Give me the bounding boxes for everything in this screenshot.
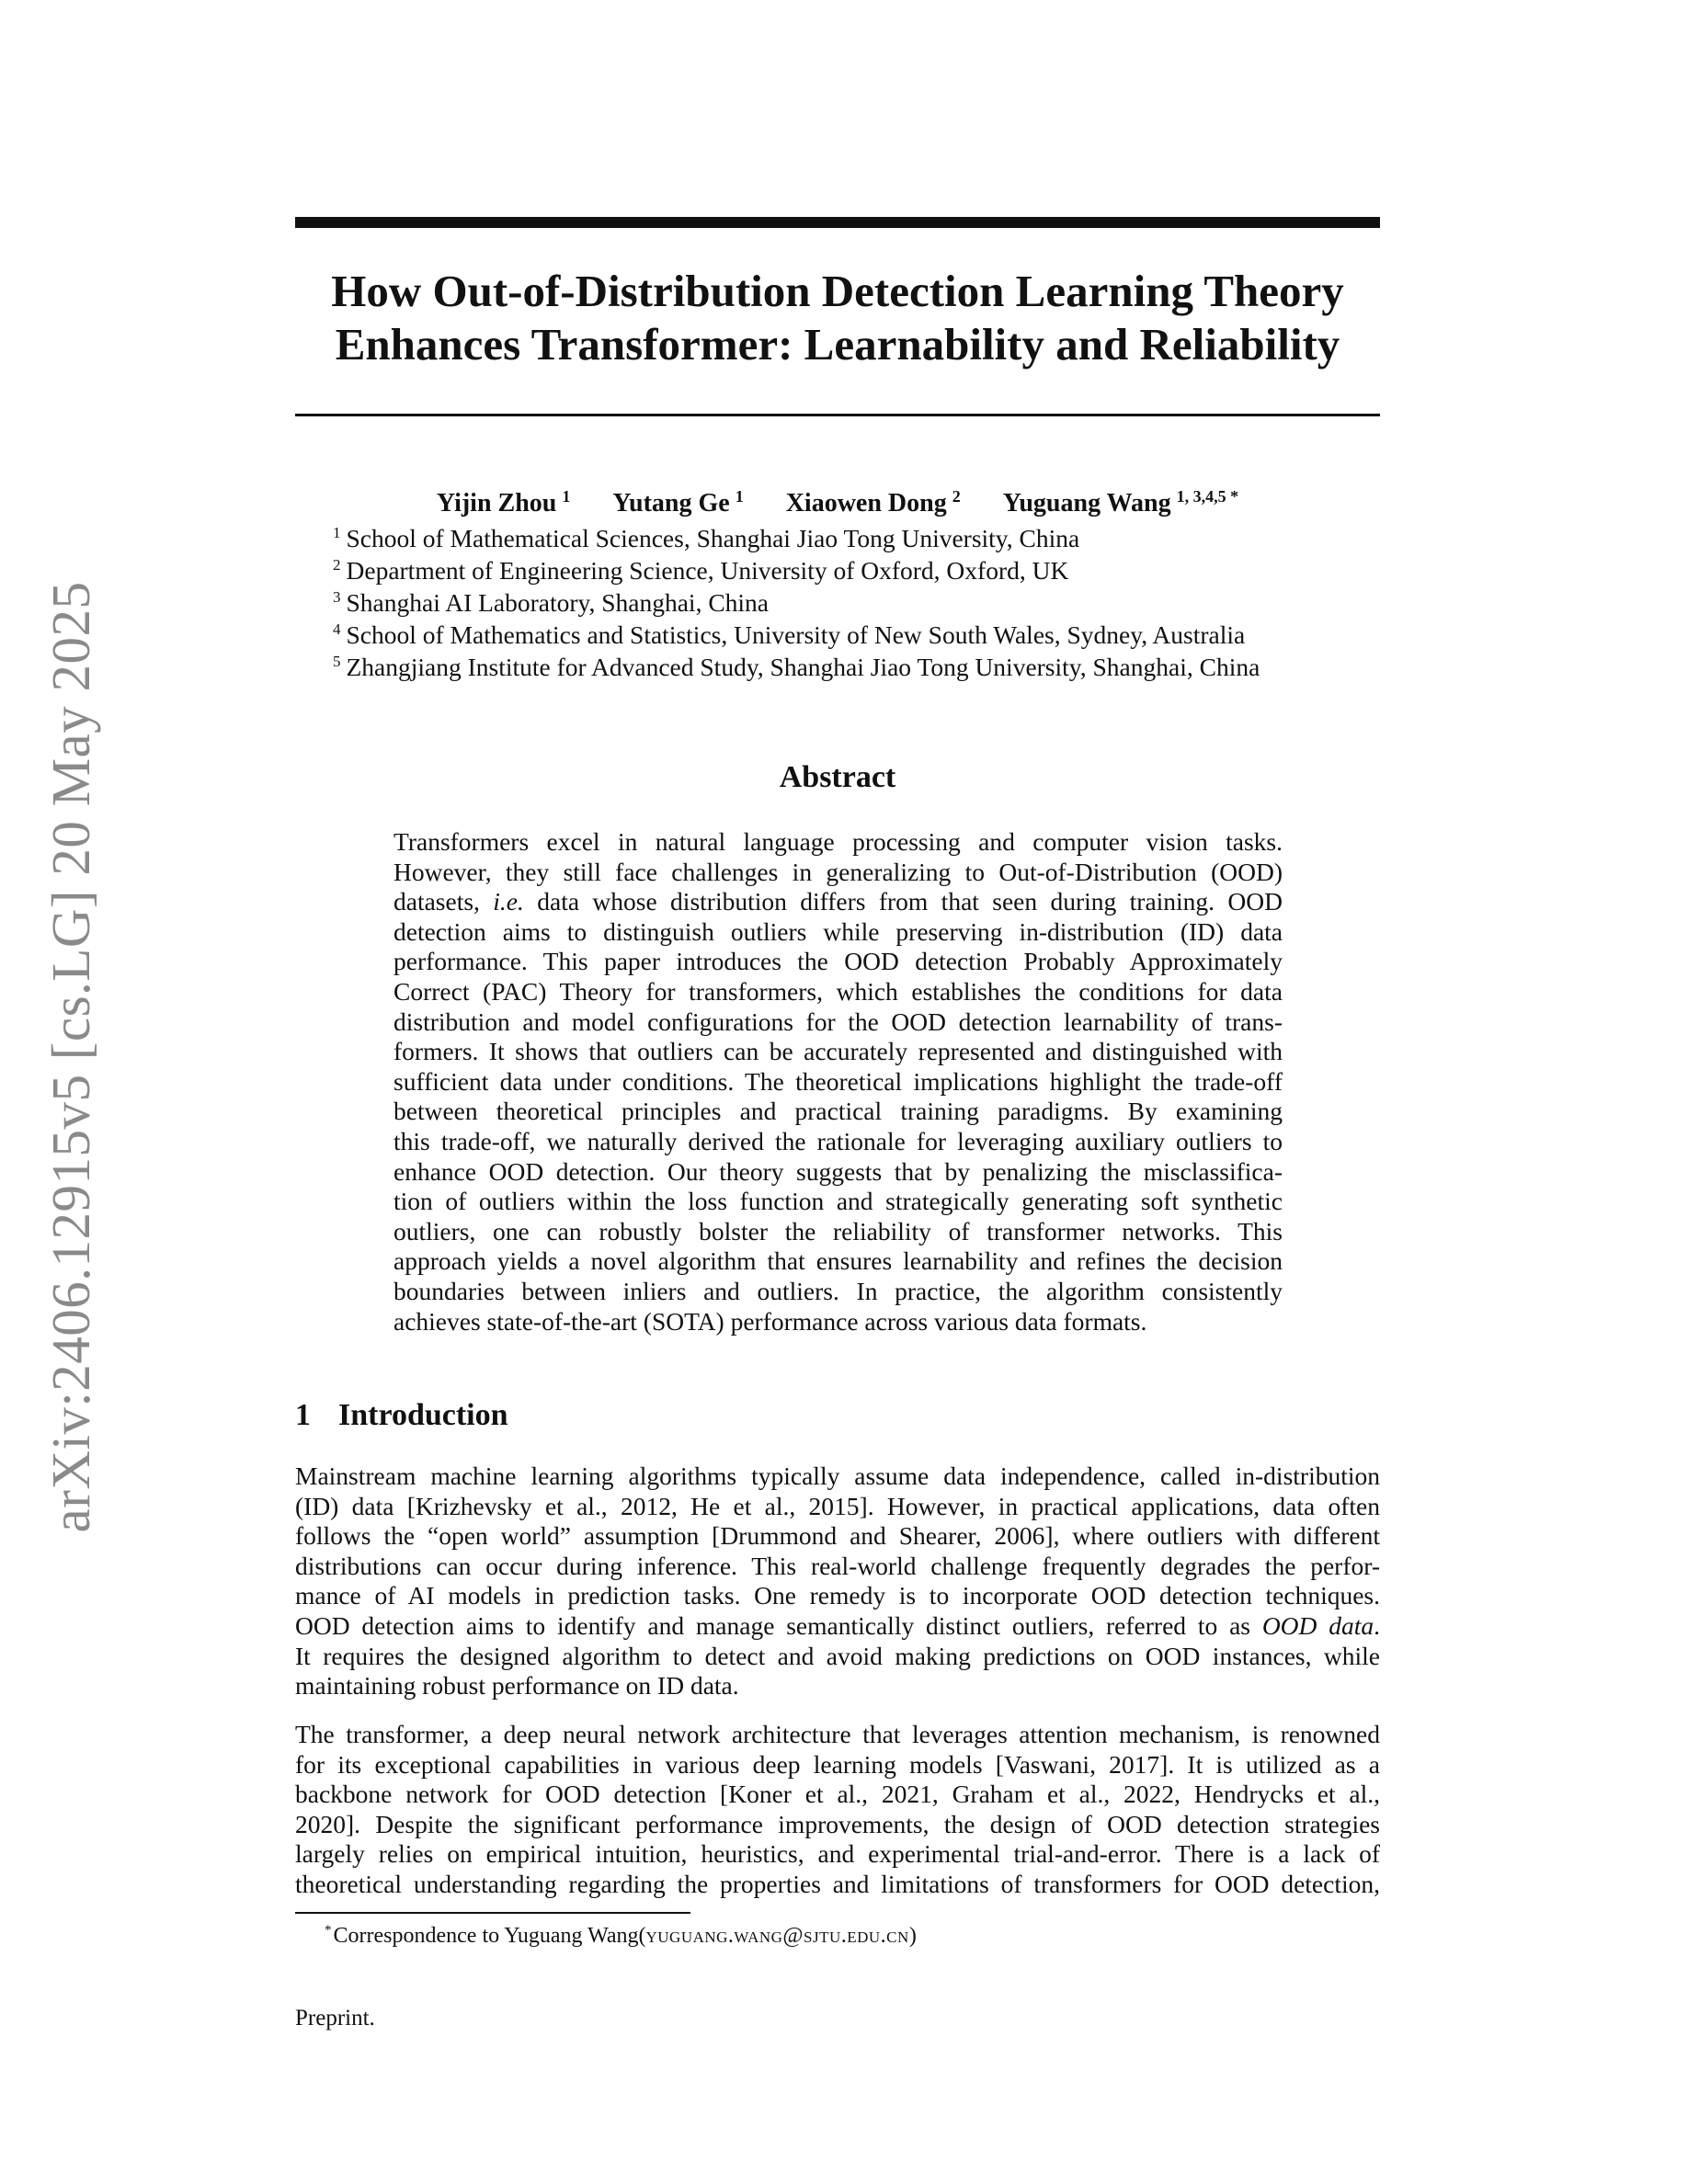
affiliation-text: Department of Engineering Science, University of Oxford, Oxford, UK [346,556,1069,585]
abstract-line: this trade-off, we naturally derived the rationale for leveraging auxiliary outliers to [393,1126,1283,1155]
author [612,487,743,520]
arxiv-stamp: arXiv:2406.12915v5 [cs.LG] 20 May 2025 [40,581,101,1533]
paragraph-line: (ID) data [Krizhevsky et al., 2012, He et al., 2015]. However, in practical applications, data often [295,1491,1380,1520]
abstract-line: Correct (PAC) Theory for transformers, which establishes the conditions for data [393,976,1283,1006]
abstract-line: sufficient data under conditions. The theoretical implications highlight the trade-off [393,1066,1283,1096]
author-affil-marks: 1 [735,486,744,506]
title-line-1: How Out-of-Distribution Detection Learning Theory [331,266,1344,316]
affiliation [333,619,1260,651]
author-name: Yuguang Wang [1002,489,1171,518]
abstract-line: datasets, i.e. data whose distribution differs from that seen during training. OOD [393,887,1283,916]
abstract-line: boundaries between inliers and outliers. In practice, the algorithm consistently [393,1276,1283,1305]
affiliation-list [333,522,1260,683]
abstract-line: outliers, one can robustly bolster the reliability of transformer networks. This [393,1216,1283,1246]
abstract-line: between theoretical principles and practical training paradigms. By examining [393,1097,1283,1126]
affiliation-number: 3 [333,587,341,606]
author-affil-marks: 1 [562,486,571,506]
abstract-line: However, they still face challenges in generalizing to Out-of-Distribution (OOD) [393,857,1283,886]
paragraph-line: 2020]. Despite the significant performance improvements, the design of OOD detection strategies [295,1809,1380,1838]
abstract-line: Transformers excel in natural language processing and computer vision tasks. [393,827,1283,856]
affiliation [333,522,1260,554]
paragraph-line: maintaining robust performance on ID data. [295,1671,739,1701]
paragraph-line: Mainstream machine learning algorithms typically assume data independence, called in-distribution [295,1462,1380,1490]
affiliation-text: School of Mathematics and Statistics, University of New South Wales, Sydney, Australia [346,620,1246,649]
paragraph-line: for its exceptional capabilities in various deep learning models [Vaswani, 2017]. It is utilized as a [295,1749,1380,1779]
author-affil-marks: 2 [952,486,961,506]
section-heading-introduction [295,1395,508,1436]
section-title: Introduction [338,1398,508,1432]
paragraph-line: distributions can occur during inference. This real-world challenge frequently degrades the perfor- [295,1551,1380,1580]
abstract-line: achieves state-of-the-art (SOTA) performance across various data formats. [393,1306,1147,1336]
author [1003,487,1238,520]
paragraph-line: OOD detection aims to identify and manage semantically distinct outliers, referred to as OOD data. [295,1610,1380,1640]
author-affil-marks: 1, 3,4,5 * [1176,486,1239,506]
abstract-body [393,827,1283,1337]
title-rule-top [295,217,1380,228]
affiliation [333,586,1260,619]
affiliation [333,651,1260,683]
paper-title [295,265,1380,371]
paragraph-line: The transformer, a deep neural network architecture that leverages attention mechanism, is renowned [295,1720,1380,1748]
paragraph-line: theoretical understanding regarding the properties and limitations of transformers for OOD detection, [295,1869,1380,1898]
footnote [325,1921,917,1951]
paragraph-line: mance of AI models in prediction tasks. One remedy is to incorporate OOD detection techniques. [295,1581,1380,1610]
author [786,487,961,520]
footnote-mark: * [325,1923,332,1938]
author-name: Yutang Ge [612,489,730,518]
footnote-rule [295,1912,690,1914]
footnote-close: ) [908,1924,917,1948]
author-name: Yijin Zhou [436,489,557,518]
affiliation-text: School of Mathematical Sciences, Shanghai Jiao Tong University, China [346,524,1080,552]
title-line-2: Enhances Transformer: Learnability and Reliability [335,319,1340,370]
abstract-line: detection aims to distinguish outliers while preserving in-distribution (ID) data [393,916,1283,946]
intro-paragraph-1 [295,1462,1380,1701]
affiliation-number: 2 [333,555,341,574]
title-rule-bottom [295,414,1380,416]
abstract-line: formers. It shows that outliers can be accurately represented and distinguished with [393,1037,1283,1066]
section-number: 1 [295,1398,311,1432]
paragraph-line: backbone network for OOD detection [Koner et al., 2021, Graham et al., 2022, Hendrycks et al., [295,1780,1380,1809]
footnote-text: Correspondence to Yuguang Wang( [333,1924,646,1948]
preprint-label: Preprint. [295,2006,375,2030]
abstract-line: approach yields a novel algorithm that ensures learnability and refines the decision [393,1246,1283,1276]
abstract-line: tion of outliers within the loss function and strategically generating soft synthetic [393,1187,1283,1216]
affiliation-number: 5 [333,652,341,670]
paragraph-line: follows the “open world” assumption [Drummond and Shearer, 2006], where outliers with different [295,1521,1380,1551]
affiliation-text: Shanghai AI Laboratory, Shanghai, China [346,588,770,617]
paragraph-line: It requires the designed algorithm to detect and avoid making predictions on OOD instances, while [295,1641,1380,1670]
intro-paragraph-2 [295,1720,1380,1900]
affiliation-number: 1 [333,523,341,541]
affiliation-text: Zhangjiang Institute for Advanced Study, Shanghai Jiao Tong University, Shanghai, China [346,653,1260,681]
footnote-email[interactable]: yuguang.wang@sjtu.edu.cn [645,1924,909,1948]
author-list [295,487,1380,520]
abstract-line: distribution and model configurations for the OOD detection learnability of trans- [393,1007,1283,1036]
author-name: Xiaowen Dong [785,489,947,518]
paragraph-line: largely relies on empirical intuition, heuristics, and experimental trial-and-error. There is a lack of [295,1839,1380,1869]
affiliation-number: 4 [333,620,341,638]
abstract-heading: Abstract [779,760,896,794]
abstract-line: enhance OOD detection. Our theory suggests that by penalizing the misclassifica- [393,1156,1283,1186]
author [437,487,570,520]
affiliation [333,554,1260,586]
abstract-line: performance. This paper introduces the OOD detection Probably Approximately [393,947,1283,976]
